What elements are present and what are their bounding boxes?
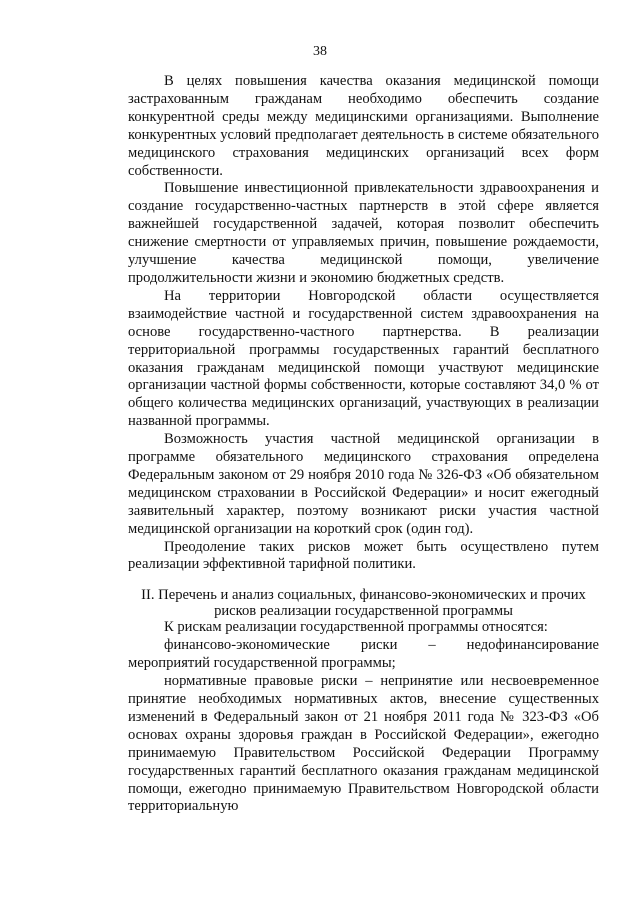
section-heading-line-2: рисков реализации государственной программы	[214, 602, 513, 619]
paragraph-competitive-environment: В целях повышения качества оказания медицинской помощи застрахованным гражданам необходимо обеспечить создание конкурентной среды между медицинскими организациями. Выполнение конкурентных условий предполагает деятельность в системе обязательного медицинского страхования медицинских организаций всех форм собственности.	[128, 73, 599, 179]
paragraph-private-organization-participation: Возможность участия частной медицинской организации в программе обязательного медицинского страхования определена Федеральным законом от 29 ноября 2010 года № 326-ФЗ «Об обязательном медицинском страховании в Российской Федерации» и носит ежегодный заявительный характер, поэтому возникают риски участия частной медицинской организации на короткий срок (один год).	[128, 431, 599, 537]
paragraph-financial-risks: финансово-экономические риски – недофинансирование мероприятий государственной программы;	[128, 637, 599, 672]
paragraph-public-private-partnership: На территории Новгородской области осуществляется взаимодействие частной и государственной систем здравоохранения на основе государственно-частного партнерства. В реализации территориальной программы государственных гарантий бесплатного оказания гражданам медицинской помощи участвуют медицинские организации частной формы собственности, которые составляют 34,0 % от общего количества медицинских организаций, участвующих в реализации названной программы.	[128, 287, 599, 430]
page-number: 38	[313, 44, 327, 59]
paragraph-regulatory-risks: нормативные правовые риски – непринятие или несвоевременное принятие необходимых нормативных актов, внесение существенных изменений в Федеральный закон от 21 ноября 2011 года № 323-ФЗ «Об основах охраны здоровья граждан в Российской Федерации», ежегодно принимаемую Правительством Российской Федерации Программу государственных гарантий бесплатного оказания гражданам медицинской помощи, ежегодно принимаемую Правительством Новгородской области территориальную	[128, 673, 599, 815]
paragraph-tariff-policy: Преодоление таких рисков может быть осуществлено путем реализации эффективной тарифной политики.	[128, 538, 599, 573]
paragraph-investment-attractiveness: Повышение инвестиционной привлекательности здравоохранения и создание государственно-частных партнерств в этой сфере является важнейшей государственной задачей, которая позволит обеспечить снижение смертности от управляемых причин, повышение рождаемости, улучшение качества медицинской помощи, увеличение продолжительности жизни и экономию бюджетных средств.	[128, 180, 599, 286]
document-body	[128, 73, 599, 816]
section-heading-line-1: II. Перечень и анализ социальных, финансово-экономических и прочих	[141, 587, 586, 604]
paragraph-risks-intro: К рискам реализации государственной программы относятся:	[164, 619, 548, 636]
section-heading	[128, 588, 599, 619]
